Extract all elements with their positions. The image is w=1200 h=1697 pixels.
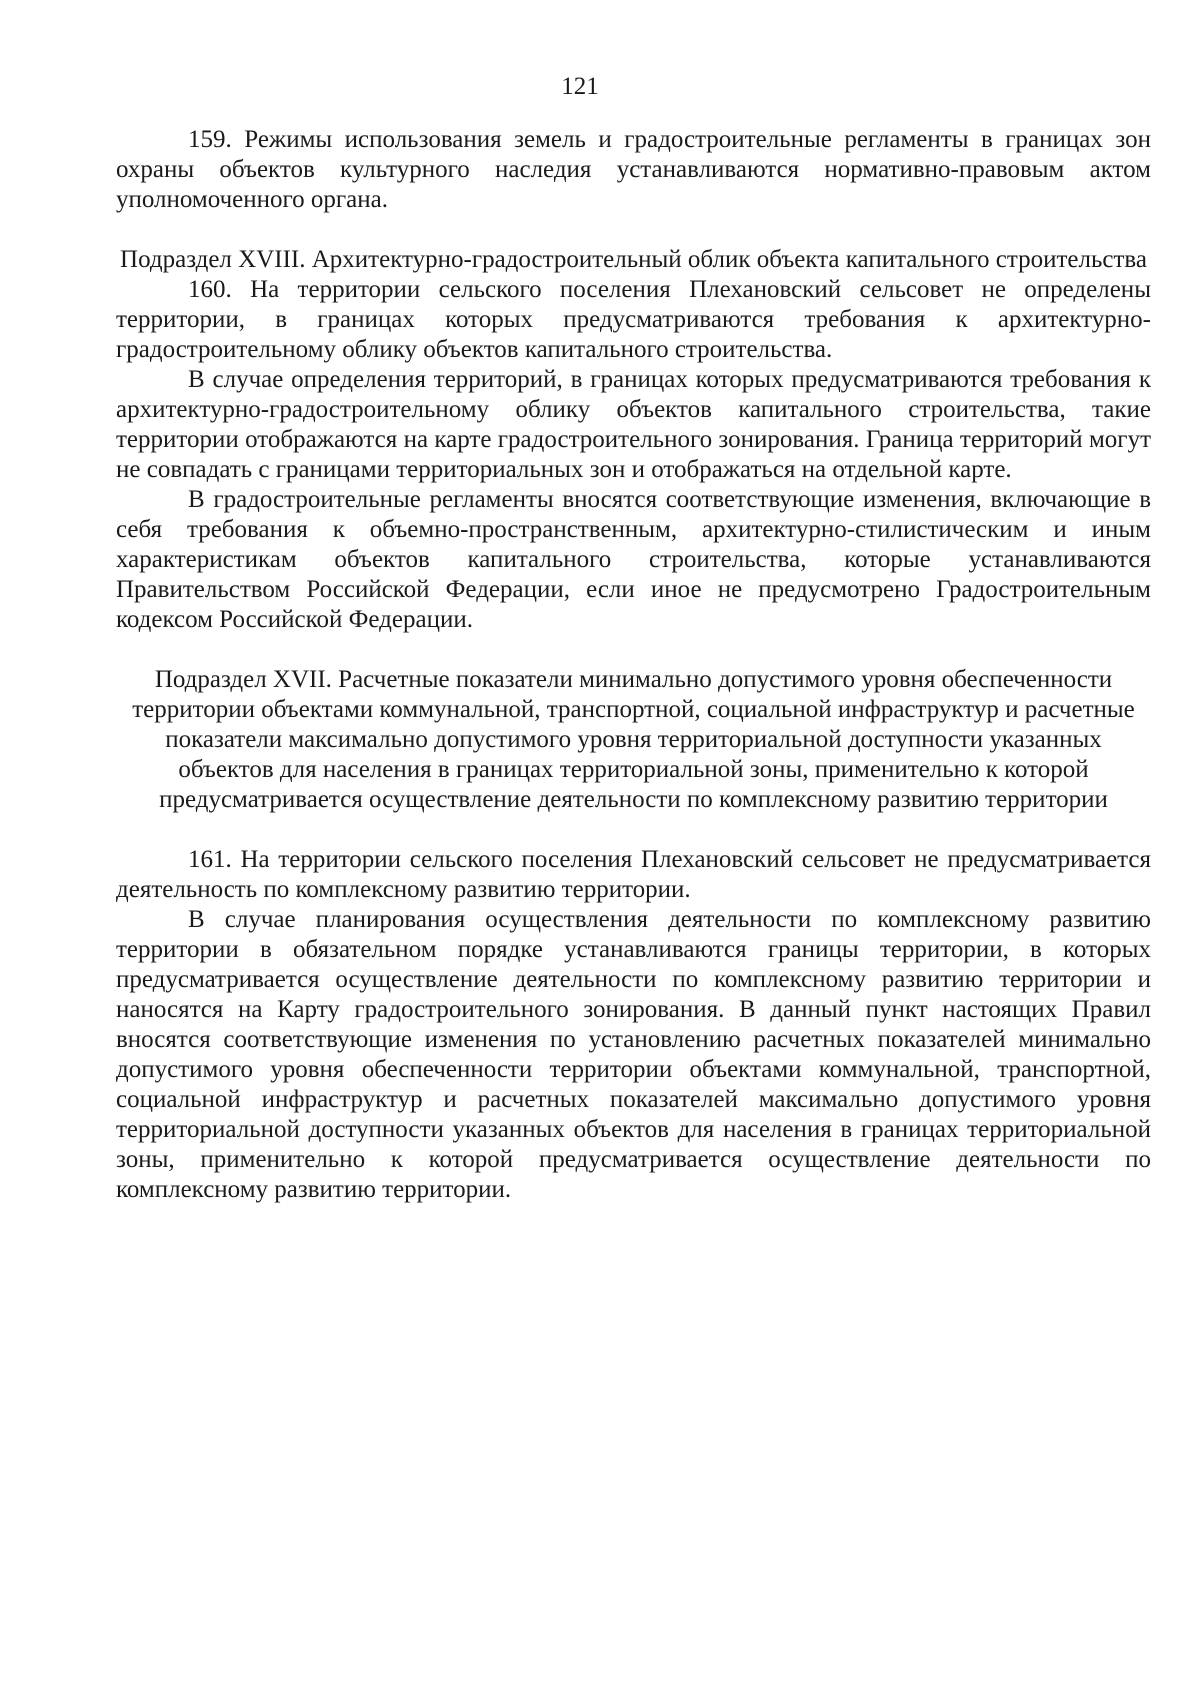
subsection-heading-xviii: Подраздел XVIII. Архитектурно-градостроительный облик объекта капитального строительства <box>120 246 1147 273</box>
subsection-heading-xvii: Подраздел XVII. Расчетные показатели минимально допустимого уровня обеспеченности территории объектами коммунальной, транспортной, социальной инфраструктур и расчетные показатели максимально допустимого уровня территориальной доступности указанных объектов для населения в границах территориальной зоны, применительно к которой предусматривается осуществление деятельности по комплексному развитию территории <box>132 666 1135 813</box>
spacer <box>116 815 1151 845</box>
spacer <box>116 215 1151 245</box>
paragraph-160-case: В случае определения территорий, в границах которых предусматриваются требования к архитектурно-градостроительному облику объектов капитального строительства, такие территории отображаются на карте градостроительного зонирования. Граница территорий могут не совпадать с границами территориальных зон и отображаться на отдельной карте. <box>116 366 1151 483</box>
paragraph-160-regulations: В градостроительные регламенты вносятся соответствующие изменения, включающие в себя требования к объемно-пространственным, архитектурно-стилистическим и иным характеристикам объектов капитального строительства, которые устанавливаются Правительством Российской Федерации, если иное не предусмотрено Градостроительным кодексом Российской Федерации. <box>116 486 1151 633</box>
paragraph-161: 161. На территории сельского поселения Плехановский сельсовет не предусматривается деятельность по комплексному развитию территории. <box>116 846 1151 903</box>
spacer <box>116 635 1151 665</box>
paragraph-160: 160. На территории сельского поселения Плехановский сельсовет не определены территории, в границах которых предусматриваются требования к архитектурно-градостроительному облику объектов капитального строительства. <box>116 276 1151 363</box>
page-number: 121 <box>561 73 599 100</box>
paragraph-159: 159. Режимы использования земель и градостроительные регламенты в границах зон охраны объектов культурного наследия устанавливаются нормативно-правовым актом уполномоченного органа. <box>116 126 1151 213</box>
document-body <box>116 125 1151 1205</box>
paragraph-161-case: В случае планирования осуществления деятельности по комплексному развитию территории в обязательном порядке устанавливаются границы территории, в которых предусматривается осуществление деятельности по комплексному развитию территории и наносятся на Карту градостроительного зонирования. В данный пункт настоящих Правил вносятся соответствующие изменения по установлению расчетных показателей минимально допустимого уровня обеспеченности территории объектами коммунальной, транспортной, социальной инфраструктур и расчетных показателей максимально допустимого уровня территориальной доступности указанных объектов для населения в границах территориальной зоны, применительно к которой предусматривается осуществление деятельности по комплексному развитию территории. <box>116 906 1151 1203</box>
